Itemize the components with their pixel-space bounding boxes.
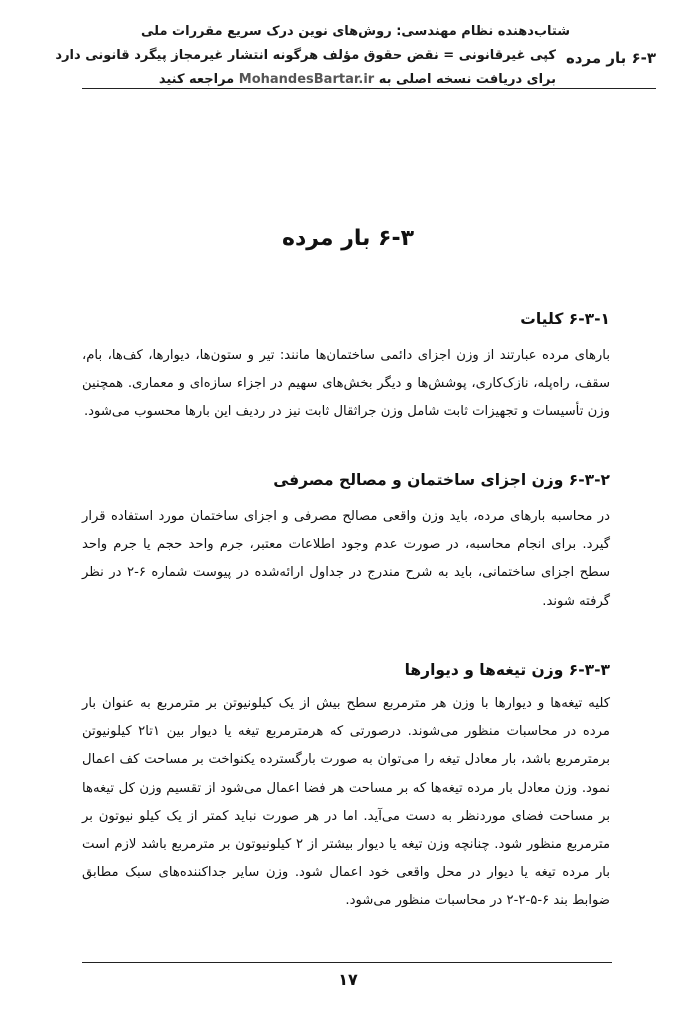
section-body-materials: در محاسبه بارهای مرده، باید وزن واقعی مصالح مصرفی و اجزای ساختمان مورد استفاده قرار گیرد. برای انجام محاسبه، در صورت عدم وجود اطلاعات معتبر، جرم واحد حجم یا جرم واحد سطح اجزای ساختمانی، باید به شرح مندرج در جداول ارائه‌شده در پیوست شماره ۶-۲ در نظر گرفته شوند. (82, 509, 610, 609)
section-heading-partitions: ۶-۳-۳ وزن تیغه‌ها و دیوارها (404, 661, 610, 679)
header-source-notice (159, 72, 556, 87)
header-book-title: شتاب‌دهنده نظام مهندسی: روش‌های نوین درک سریع مقررات ملی (141, 24, 570, 39)
source-notice-prefix: برای دریافت نسخه اصلی به (378, 72, 556, 87)
source-notice-suffix: مراجعه کنید (158, 72, 235, 87)
section-heading-materials: ۶-۳-۲ وزن اجزای ساختمان و مصالح مصرفی (273, 471, 610, 489)
section-body-general: بارهای مرده عبارتند از وزن اجزای دائمی ساختمان‌ها مانند: تیر و ستون‌ها، دیوارها، کف‌ها، بام، سقف، راه‌پله، نازک‌کاری، پوشش‌ها و دیگر بخش‌های سهیم در اجزاء سازه‌ای و معماری. همچنین وزن تأسیسات و تجهیزات ثابت شامل وزن جراثقال ثابت نیز در ردیف این بارها محسوب می‌شود. (82, 348, 610, 420)
page-number: ۱۷ (338, 970, 358, 989)
chapter-title: ۶-۳ بار مرده (281, 226, 415, 251)
header-chapter-ref: ۶-۳ بار مرده (565, 49, 656, 67)
header-divider (82, 88, 656, 89)
section-body-partitions: کلیه تیغه‌ها و دیوارها با وزن هر مترمربع سطح بیش از یک کیلونیوتن بر مترمربع به عنوان بار مرده در محاسبات منظور می‌شوند. درصورتی که هرمترمربع تیغه یا دیوار بین ۱تا۲ کیلونیوتن برمترمربع باشد، بار معادل تیغه را می‌توان به صورت بارگسترده یکنواخت بر مساحت کف اعمال نمود. وزن معادل بار مرده تیغه‌ها که بر مساحت هر فضا اعمال می‌شود از تقسیم وزن کل تیغه‌ها بر مساحت فضای موردنظر به دست می‌آید. اما در هر صورت نباید کمتر از یک کیلو نیوتون بر مترمربع منظور شود. چنانچه وزن تیغه یا دیوار بیشتر از ۲ کیلونیوتون بر مترمربع باشد لازم است بار مرده تیغه یا دیوار در محل واقعی خود اعمال شود. وزن سایر جداکننده‌های سبک مطابق ضوابط بند ۶-۵-۲-۲ در محاسبات منظور می‌شود. (82, 696, 611, 909)
header-copyright-notice: کپی غیرقانونی = نقض حقوق مؤلف هرگونه انتشار غیرمجاز پیگرد قانونی دارد (55, 48, 556, 63)
footer-divider (82, 962, 612, 963)
source-site-link[interactable]: MohandesBartar.ir (238, 72, 375, 87)
section-heading-general: ۶-۳-۱ کلیات (520, 310, 610, 328)
